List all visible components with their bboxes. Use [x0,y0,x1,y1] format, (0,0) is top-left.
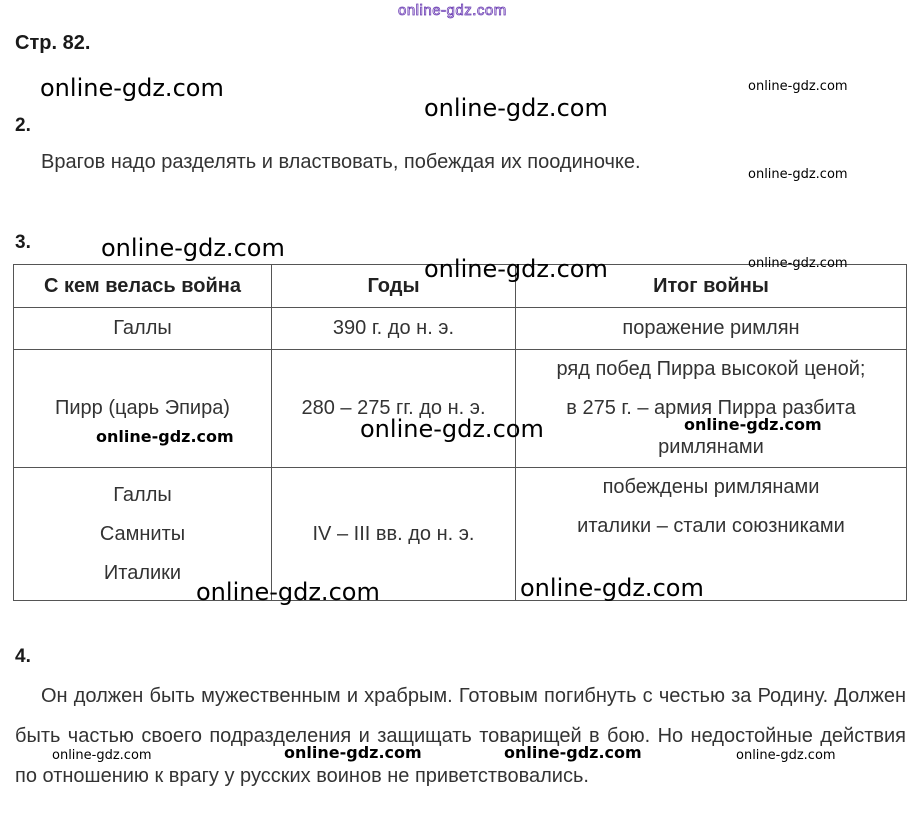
cell-result [516,350,907,468]
header-years: Годы [272,265,516,308]
enemy-line: Самниты [99,522,186,545]
watermark-top: online-gdz.com [398,2,507,19]
enemy-line: Пирр (царь Эпира) [55,397,230,419]
cell-years: 280 – 275 гг. до н. э. [272,350,516,468]
watermark: online-gdz.com [96,427,234,446]
watermark: online-gdz.com [101,234,285,262]
table-row [14,350,907,468]
result-line: побеждены римлянами [602,476,820,498]
watermark: online-gdz.com [748,79,848,94]
enemy-line: Галлы [113,483,172,506]
enemy-line: Италики [103,561,182,584]
watermark: online-gdz.com [424,255,608,283]
watermark: online-gdz.com [520,574,704,602]
watermark: online-gdz.com [504,743,642,762]
watermark: online-gdz.com [284,743,422,762]
question-2-number: 2. [15,115,31,136]
watermark: online-gdz.com [748,256,848,271]
cell-years: 390 г. до н. э. [272,308,516,350]
watermark: online-gdz.com [360,415,544,443]
header-enemy: С кем велась война [14,265,272,308]
result-line: римлянами [658,436,764,458]
watermark: online-gdz.com [684,415,822,434]
result-line: италики – стали союзниками [577,515,845,537]
header-result: Итог войны [516,265,907,308]
watermark: online-gdz.com [196,578,380,606]
question-4-number: 4. [15,646,31,667]
cell-result [516,308,907,350]
page-reference: Стр. 82. [15,32,91,54]
table-row [14,468,907,601]
result-line: поражение римлян [622,317,800,339]
watermark: online-gdz.com [748,167,848,182]
cell-years: IV – III вв. до н. э. [272,468,516,601]
cell-enemy [14,308,272,350]
table-row [14,308,907,350]
watermark: online-gdz.com [40,74,224,102]
enemy-line: Галлы [113,317,172,339]
watermark: online-gdz.com [736,748,836,763]
question-2-answer: Врагов надо разделять и властвовать, побеждая их поодиночке. [41,151,641,173]
question-4-answer: Он должен быть мужественным и храбрым. Готовым погибнуть с честью за Родину. Должен быть частью своего подразделения и защищать товарищей в бою. Но недостойные действия по отношению к врагу у русских воинов не приветствовались. [15,685,906,787]
result-line: ряд побед Пирра высокой ценой; [556,358,866,380]
result-line: в 275 г. – армия Пирра разбита [566,397,856,419]
watermark: online-gdz.com [424,94,608,122]
question-3-number: 3. [15,232,31,253]
watermark: online-gdz.com [52,748,152,763]
cell-enemy [14,350,272,468]
